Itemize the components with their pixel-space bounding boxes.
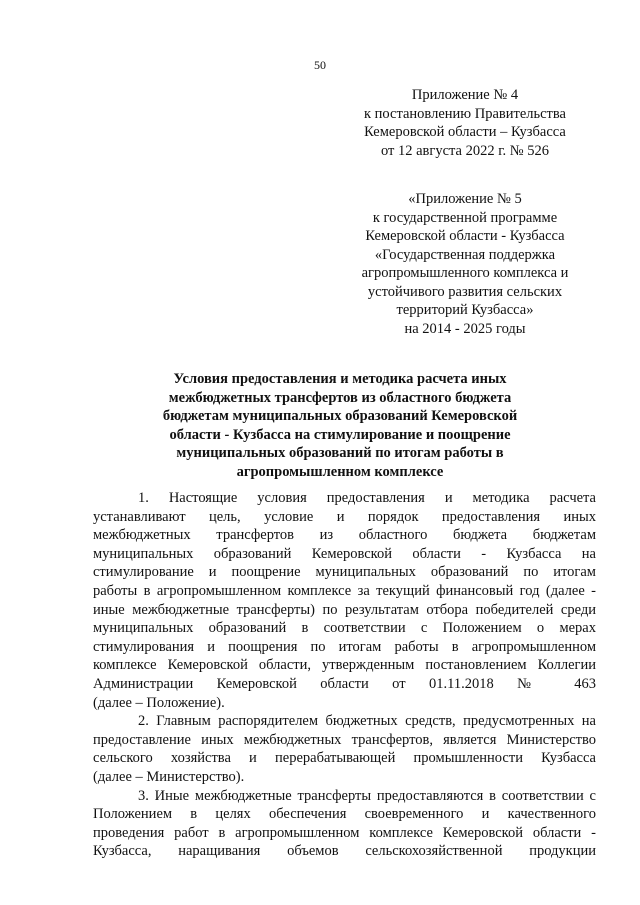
body-line: стимулирование и поощрение муниципальных образований по итогам — [93, 564, 596, 581]
title-line: межбюджетных трансфертов из областного бюджета — [168, 389, 512, 406]
appendix-5-line: устойчивого развития сельских — [367, 283, 563, 300]
document-body — [93, 489, 596, 861]
body-line: 1. Настоящие условия предоставления и методика расчета — [138, 490, 596, 506]
body-line: устанавливают цель, условие и порядок предоставления иных — [93, 508, 596, 525]
paragraph-2 — [93, 712, 596, 786]
appendix-5-line: на 2014 - 2025 годы — [404, 320, 526, 337]
paragraph-3 — [93, 787, 596, 861]
body-line: Администрации Кемеровской области от 01.11.2018 № 463 — [93, 675, 596, 692]
appendix-4-line: от 12 августа 2022 г. № 526 — [380, 142, 550, 159]
appendix-5-line: «Приложение № 5 — [408, 191, 522, 207]
body-line: Положением в целях обеспечения своевременного и качественного — [93, 806, 596, 823]
appendix-4-line: Приложение № 4 — [411, 87, 519, 103]
appendix-5-line: территорий Кузбасса» — [396, 302, 534, 318]
body-line: 3. Иные межбюджетные трансферты предоставляются в соответствии с — [138, 787, 596, 804]
body-line: сельского хозяйства и перерабатывающей промышленности Кузбасса — [93, 750, 596, 767]
title-line: бюджетам муниципальных образований Кемеровской — [162, 408, 518, 424]
appendix-5-line: к государственной программе — [372, 209, 558, 226]
body-line: межбюджетных трансфертов из областного бюджета бюджетам — [93, 527, 596, 544]
appendix-5-line: «Государственная поддержка — [374, 246, 556, 263]
document-title — [90, 370, 590, 481]
body-line: проведения работ в агропромышленном комплексе Кемеровской области - — [93, 824, 596, 841]
appendix-4-line: Кемеровской области – Кузбасса — [364, 124, 566, 140]
appendix-5-line: Кемеровской области - Кузбасса — [365, 228, 565, 244]
body-line: Кузбасса, наращивания объемов сельскохозяйственной продукции — [93, 843, 596, 860]
body-line: работы в агропромышленном комплексе за текущий финансовый год (далее - — [93, 582, 596, 599]
body-line: 2. Главным распорядителем бюджетных средств, предусмотренных на — [138, 713, 596, 730]
appendix-5-approval-block — [330, 190, 600, 338]
paragraph-1 — [93, 489, 596, 712]
body-line: предоставление иных межбюджетных трансфертов, является Министерство — [93, 731, 596, 748]
appendix-4-line: к постановлению Правительства — [364, 105, 566, 122]
body-line: стимулирования и поощрения по итогам работы в агропромышленном — [93, 638, 596, 655]
title-line: агропромышленном комплексе — [236, 463, 444, 480]
title-line: Условия предоставления и методика расчета иных — [173, 371, 507, 387]
body-line: иные межбюджетные трансферты) по результатам отбора победителей среди — [93, 601, 596, 618]
title-line: области - Кузбасса на стимулирование и поощрение — [169, 426, 511, 443]
body-line: комплексе Кемеровской области, утвержденным постановлением Коллегии — [93, 657, 596, 674]
body-line: муниципальных образований в соответствии с Положением о мерах — [93, 620, 596, 637]
page-number: 50 — [314, 58, 326, 72]
body-line: (далее – Министерство). — [93, 768, 245, 785]
appendix-4-approval-block — [330, 86, 600, 160]
body-line: (далее – Положение). — [93, 694, 225, 711]
appendix-5-line: агропромышленного комплекса и — [361, 265, 569, 281]
body-line: муниципальных образований Кемеровской области - Кузбасса на — [93, 545, 596, 562]
title-line: муниципальных образований по итогам работы в — [176, 445, 504, 461]
